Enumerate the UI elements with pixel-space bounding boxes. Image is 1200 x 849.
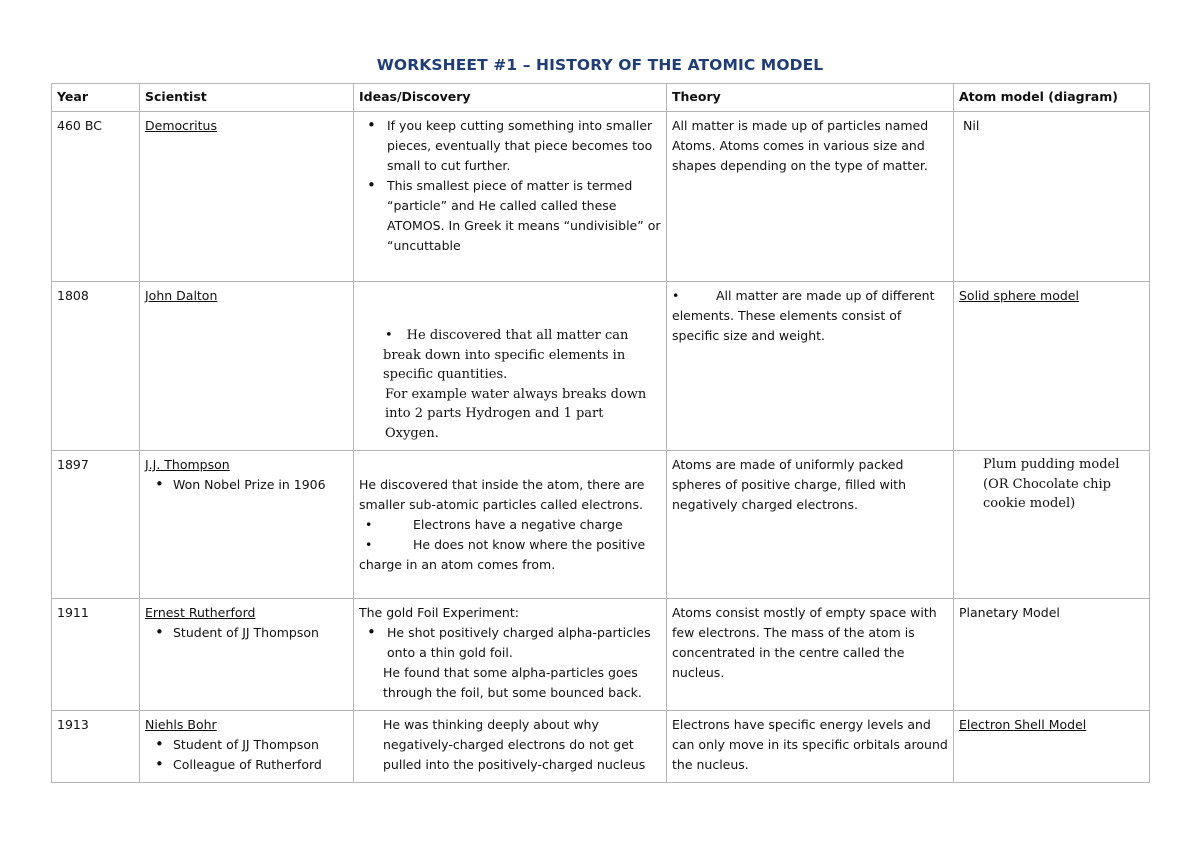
table-row	[52, 451, 1150, 599]
theory-cell: Electrons have specific energy levels and can only move in its specific orbitals around the nucleus.	[667, 711, 954, 783]
atom-model-label: Plum pudding model (OR Chocolate chip cookie model)	[983, 457, 1120, 511]
list-item: • Student of JJ Thompson	[173, 623, 348, 643]
year-cell: 460 BC	[52, 112, 140, 282]
theory-cell: Atoms are made of uniformly packed spheres of positive charge, filled with negatively charged electrons.	[667, 451, 954, 599]
list-item: • Electrons have a negative charge	[365, 517, 623, 532]
scientist-name: J.J. Thompson	[145, 457, 230, 472]
atom-model-cell: Planetary Model	[954, 599, 1150, 711]
worksheet-title: WORKSHEET #1 – HISTORY OF THE ATOMIC MODEL	[376, 56, 824, 74]
theory-cell	[667, 282, 954, 451]
atom-model-label: Electron Shell Model	[959, 717, 1087, 732]
ideas-intro: He discovered that inside the atom, there are smaller sub-atomic particles called electrons.	[359, 477, 645, 512]
year-cell: 1808	[52, 282, 140, 451]
list-item: • Student of JJ Thompson	[173, 735, 348, 755]
list-item: • All matter are made up of different elements. These elements consist of specific size and weight.	[672, 288, 935, 343]
ideas-cell	[354, 711, 667, 783]
table-row	[52, 599, 1150, 711]
ideas-cell	[354, 282, 667, 451]
scientist-name: Democritus	[145, 118, 217, 133]
list-item: • If you keep cutting something into smaller pieces, eventually that piece becomes too small to cut further.	[387, 116, 661, 176]
atomic-model-table	[51, 83, 1150, 783]
ideas-text: He was thinking deeply about why negatively-charged electrons do not get pulled into the positively-charged nucleus	[383, 717, 646, 772]
theory-cell: Atoms consist mostly of empty space with few electrons. The mass of the atom is concentrated in the centre called the nucleus.	[667, 599, 954, 711]
ideas-list	[359, 116, 661, 256]
scientist-cell	[140, 599, 354, 711]
ideas-cell	[354, 112, 667, 282]
header-year: Year	[52, 84, 140, 112]
year-cell: 1913	[52, 711, 140, 783]
table-row	[52, 711, 1150, 783]
scientist-notes	[145, 475, 348, 495]
list-item: • This smallest piece of matter is termed “particle” and He called called these ATOMOS. In Greek it means “undivisible” or “uncuttable	[387, 176, 661, 256]
scientist-cell	[140, 451, 354, 599]
ideas-cell	[354, 451, 667, 599]
theory-cell: All matter is made up of particles named Atoms. Atoms comes in various size and shapes depending on the type of matter.	[667, 112, 954, 282]
scientist-cell	[140, 711, 354, 783]
list-item: • He does not know where the positive charge in an atom comes from.	[359, 537, 646, 572]
ideas-intro: The gold Foil Experiment:	[359, 605, 519, 620]
atom-model-cell	[954, 282, 1150, 451]
header-ideas: Ideas/Discovery	[354, 84, 667, 112]
ideas-extra: For example water always breaks down into 2 parts Hydrogen and 1 part Oxygen.	[385, 386, 647, 441]
ideas-list	[359, 623, 661, 663]
scientist-notes	[145, 623, 348, 643]
list-item: • He shot positively charged alpha-particles onto a thin gold foil.	[387, 623, 661, 663]
list-item: • Colleague of Rutherford	[173, 755, 348, 775]
atom-model-cell	[954, 711, 1150, 783]
year-cell: 1911	[52, 599, 140, 711]
scientist-name: Niehls Bohr	[145, 717, 217, 732]
scientist-cell	[140, 282, 354, 451]
list-item: • Won Nobel Prize in 1906	[173, 475, 348, 495]
year-cell: 1897	[52, 451, 140, 599]
header-scientist: Scientist	[140, 84, 354, 112]
table-header-row	[52, 84, 1150, 112]
scientist-notes	[145, 735, 348, 775]
header-theory: Theory	[667, 84, 954, 112]
header-atom-model: Atom model (diagram)	[954, 84, 1150, 112]
atom-model-label: Nil	[963, 118, 980, 133]
atom-model-label: Solid sphere model	[959, 288, 1079, 303]
scientist-name: John Dalton	[145, 288, 218, 303]
table-row	[52, 112, 1150, 282]
ideas-extra: He found that some alpha-particles goes through the foil, but some bounced back.	[383, 665, 642, 700]
atom-model-cell	[954, 112, 1150, 282]
scientist-cell	[140, 112, 354, 282]
list-item: • He discovered that all matter can break down into specific elements in specific quantities.	[383, 328, 629, 382]
scientist-name: Ernest Rutherford	[145, 605, 256, 620]
ideas-block	[359, 286, 661, 443]
ideas-cell	[354, 599, 667, 711]
table-row	[52, 282, 1150, 451]
atom-model-cell	[954, 451, 1150, 599]
ideas-block	[359, 455, 661, 575]
